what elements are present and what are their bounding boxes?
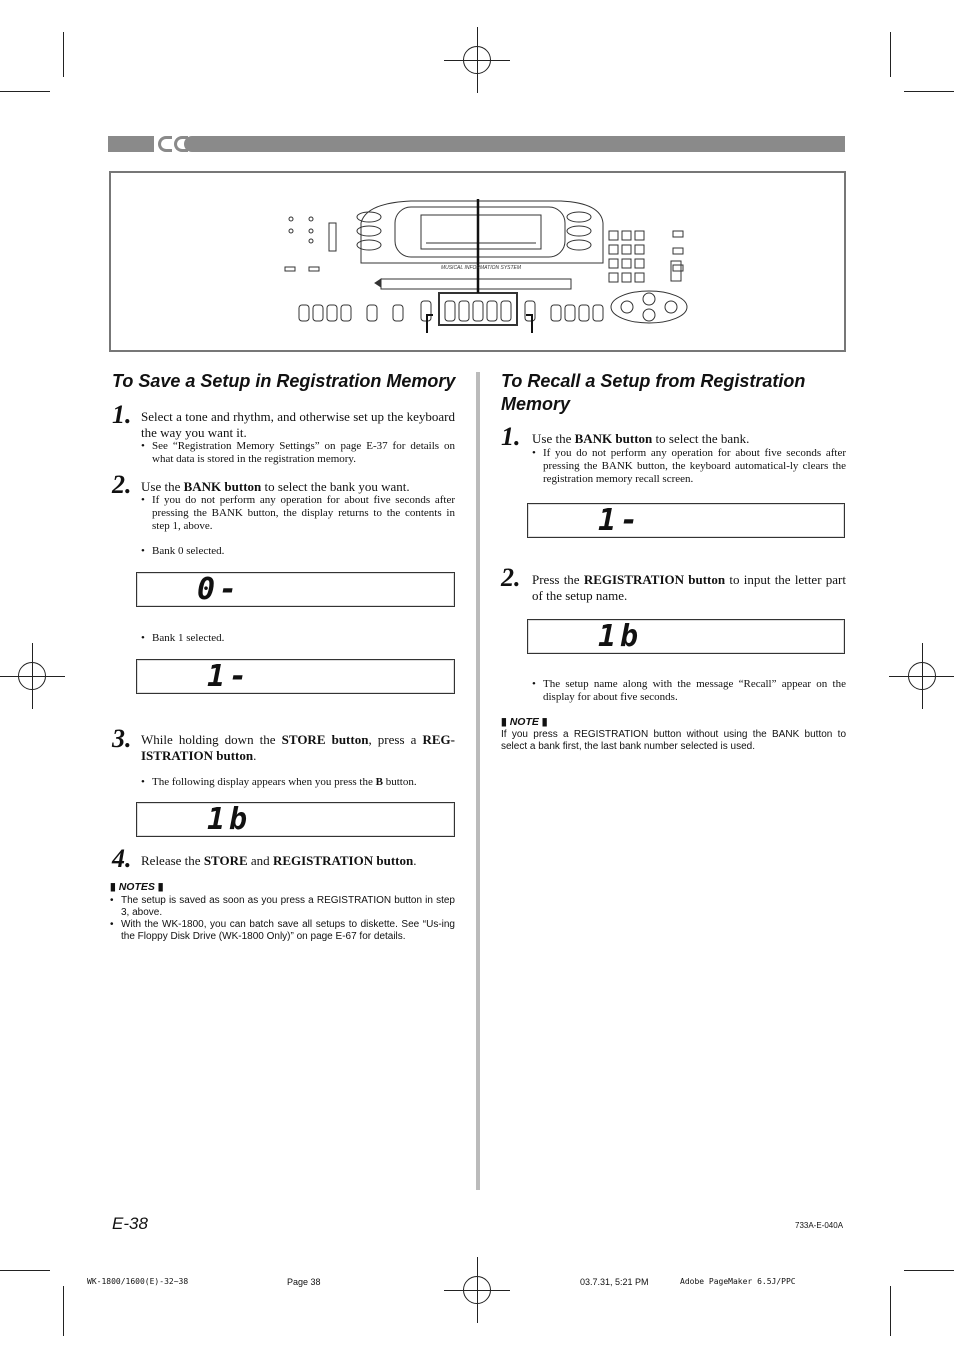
- lcd-display-store: [136, 802, 455, 837]
- step-text: [141, 853, 455, 869]
- caption-bold: B: [375, 776, 383, 788]
- brand-text: MUSICAL INFORMATION SYSTEM: [440, 265, 522, 271]
- step-number: 2.: [112, 470, 132, 499]
- document-code: 733A-E-040A: [795, 1221, 844, 1230]
- step-text: [532, 431, 846, 447]
- store-button-label: STORE button: [281, 732, 369, 747]
- registration-mark: [18, 662, 46, 690]
- step-text-post: .: [253, 747, 257, 763]
- step-number: 1.: [501, 422, 521, 451]
- step-text-pre: Use the: [532, 431, 575, 446]
- step-text-post: to select the bank you want.: [261, 479, 410, 494]
- registration-button-label: REGISTRATION button: [272, 853, 414, 868]
- step-text-mid: and: [247, 853, 273, 868]
- step-number: 4.: [112, 844, 132, 873]
- crop-mark: [63, 32, 64, 77]
- note-item: If you press a REGISTRATION button without using the BANK button to select a bank first, the last bank number selected is used.: [501, 729, 846, 752]
- keyboard-illustration: [109, 171, 846, 352]
- step-text: [141, 732, 455, 763]
- crop-mark: [0, 91, 50, 92]
- note-item: • The setup is saved as soon as you press a REGISTRATION button in step 3, above.: [110, 895, 455, 919]
- keyboard-panel-drawing: [111, 173, 844, 350]
- step-text: Select a tone and rhythm, and otherwise set up the keyboard the way you want it.: [141, 409, 455, 440]
- registration-mark: [908, 662, 936, 690]
- lcd-chars: 1-: [207, 659, 252, 694]
- bank-button-label: BANK button: [183, 479, 262, 494]
- step-text-pre: Press the: [532, 572, 584, 587]
- caption-post: button.: [382, 776, 417, 788]
- notes-heading-label: NOTES: [118, 881, 155, 893]
- note-heading-label: NOTE: [509, 716, 539, 728]
- page-number: E-38: [112, 1214, 148, 1233]
- note-heading: ▮ NOTE ▮: [501, 716, 548, 728]
- recall-heading: To Recall a Setup from Registration Memory: [501, 371, 806, 414]
- step-text-pre: Release the: [141, 853, 204, 868]
- step-text-post: to select the bank.: [652, 431, 750, 446]
- slug-date: 03.7.31, 5:21 PM: [580, 1277, 649, 1287]
- step-text-pre: Use the: [141, 479, 184, 494]
- slug-app: Adobe PageMaker 6.5J/PPC: [680, 1277, 796, 1286]
- caption-bank0: • Bank 0 selected.: [141, 545, 441, 558]
- bank-button-label: BANK button: [574, 431, 653, 446]
- bullet-text: • If you do not perform any operation for about five seconds after pressing the BANK button, the keyboard automatical-ly clears the registration memory recall screen.: [532, 447, 846, 486]
- store-label: STORE: [203, 853, 248, 868]
- lcd-display-recall-bank: [527, 503, 845, 538]
- bullet-text: • The setup name along with the message “Recall” appear on the display for about five seconds.: [532, 678, 846, 704]
- lcd-chars: 1b: [598, 619, 643, 654]
- bullet-text: • See “Registration Memory Settings” on page E-37 for details on what data is stored in the registration memory.: [141, 440, 455, 466]
- crop-mark: [0, 1270, 50, 1271]
- note-item: • With the WK-1800, you can batch save all setups to diskette. See “Us-ing the Floppy Disk Drive (WK-1800 Only)” on page E-67 for details.: [110, 919, 455, 943]
- caption-bank1: • Bank 1 selected.: [141, 632, 441, 645]
- step-number: 1.: [112, 400, 132, 429]
- notes-heading: ▮ NOTES ▮: [110, 881, 164, 893]
- lcd-display-recall-name: [527, 619, 845, 654]
- step-number: 3.: [112, 724, 132, 753]
- step-text-post: .: [413, 853, 417, 868]
- slug-file: WK-1800/1600(E)-32~38: [87, 1277, 189, 1286]
- slug-page: Page 38: [287, 1277, 321, 1287]
- step-text: [532, 572, 846, 603]
- step-text-post: to input the letter part of the setup name.: [532, 572, 846, 603]
- lcd-display-bank1: [136, 659, 455, 694]
- caption-pre: The following display appears when you press the: [152, 776, 376, 788]
- lcd-chars: 0-: [197, 572, 242, 607]
- crop-mark: [904, 1270, 954, 1271]
- header-bar: [108, 136, 845, 152]
- lcd-display-bank0: [136, 572, 455, 607]
- crop-mark: [890, 32, 891, 77]
- registration-mark: [463, 1276, 491, 1304]
- lcd-chars: 1b: [207, 802, 252, 837]
- step-number: 2.: [501, 563, 521, 592]
- save-heading: To Save a Setup in Registration Memory: [112, 371, 456, 391]
- step-text-mid: , press a: [368, 732, 423, 747]
- caption-b-button: [141, 776, 455, 789]
- crop-mark: [904, 91, 954, 92]
- crop-mark: [63, 1286, 64, 1336]
- step-text: [141, 479, 455, 495]
- bullet-text: • If you do not perform any operation for about five seconds after pressing the BANK button, the display returns to the contents in step 1, above.: [141, 494, 455, 533]
- column-divider: [476, 372, 480, 1190]
- registration-mark: [463, 46, 491, 74]
- lcd-chars: 1-: [598, 503, 643, 538]
- crop-mark: [890, 1286, 891, 1336]
- registration-button-label: REGISTRATION button: [583, 572, 726, 587]
- step-text-pre: While holding down the: [141, 732, 282, 747]
- registration-button-label: REG-ISTRATION button: [141, 732, 455, 763]
